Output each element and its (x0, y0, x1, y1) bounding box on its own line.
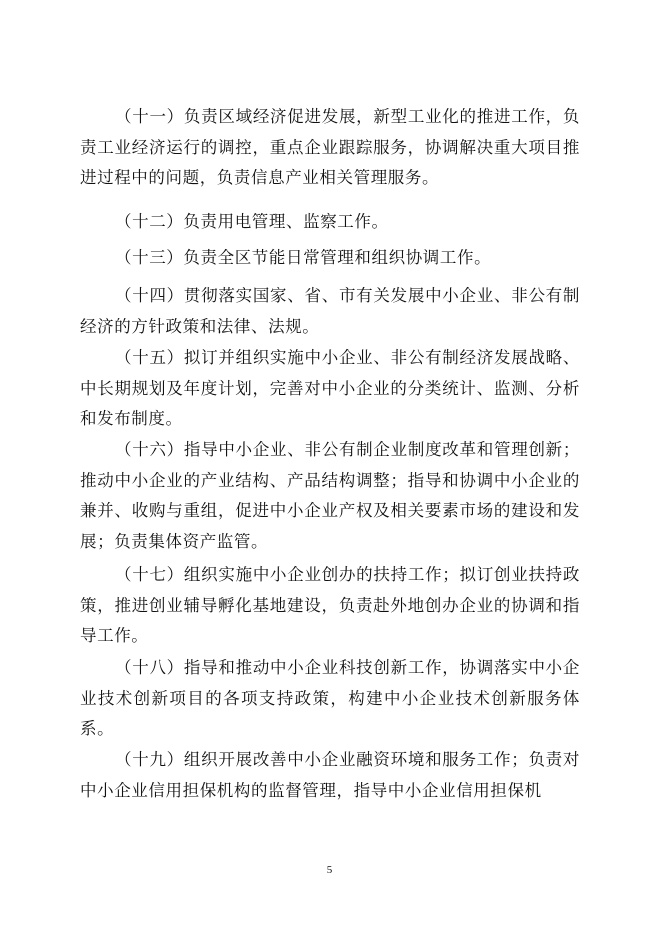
paragraph-item-17: （十七）组织实施中小企业创办的扶持工作；拟订创业扶持政策，推进创业辅导孵化基地建设，负责赴外地创办企业的协调和指导工作。 (80, 565, 580, 645)
paragraph-item-14: （十四）贯彻落实国家、省、市有关发展中小企业、非公有制经济的方针政策和法律、法规。 (80, 286, 580, 336)
paragraph-item-16: （十六）指导中小企业、非公有制企业制度改革和管理创新；推动中小企业的产业结构、产品结构调整；指导和协调中小企业的兼并、收购与重组，促进中小企业产权及相关要素市场的建设和发展；负责集体资产监管。 (80, 440, 580, 551)
paragraph-item-13: （十三）负责全区节能日常管理和组织协调工作。 (115, 248, 492, 267)
paragraph-item-11: （十一）负责区域经济促进发展，新型工业化的推进工作，负责工业经济运行的调控，重点企业跟踪服务，协调解决重大项目推进过程中的问题，负责信息产业相关管理服务。 (80, 107, 580, 187)
page-number: 5 (326, 864, 333, 876)
paragraph-item-12: （十二）负责用电管理、监察工作。 (115, 212, 389, 231)
paragraph-item-18: （十八）指导和推动中小企业科技创新工作，协调落实中小企业技术创新项目的各项支持政策，构建中小企业技术创新服务体系。 (80, 658, 580, 738)
paragraph-item-19: （十九）组织开展改善中小企业融资环境和服务工作；负责对中小企业信用担保机构的监督管理，指导中小企业信用担保机 (80, 750, 580, 800)
paragraph-item-15: （十五）拟订并组织实施中小企业、非公有制经济发展战略、中长期规划及年度计划，完善对中小企业的分类统计、监测、分析和发布制度。 (80, 348, 580, 428)
